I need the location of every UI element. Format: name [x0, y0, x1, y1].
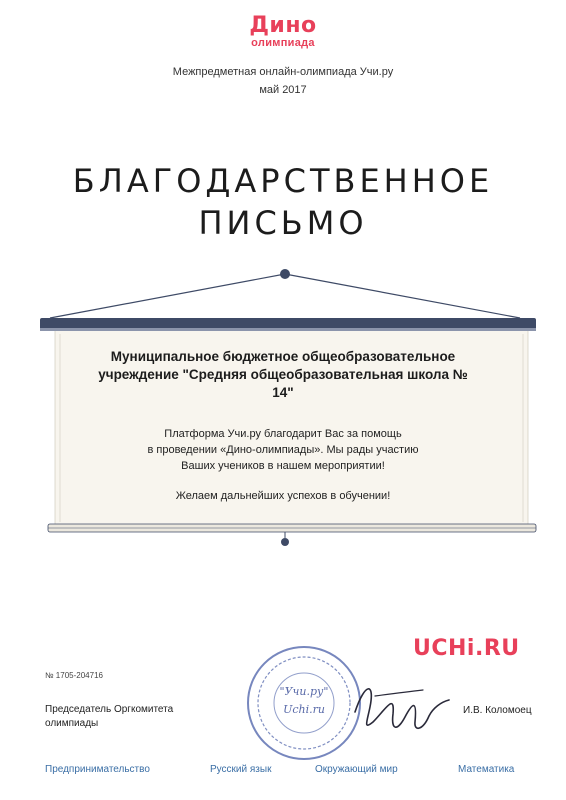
document-title [0, 160, 566, 244]
document-number: № 1705-204716 [45, 671, 103, 680]
thanks-message [60, 426, 506, 474]
event-header [0, 63, 566, 99]
message-line-3: Ваших учеников в нашем мероприятии! [181, 460, 385, 472]
wish-text: Желаем дальнейших успехов в обучении! [175, 490, 391, 502]
scroll-content [60, 348, 506, 504]
signer-name: И.В. Коломоец [463, 705, 532, 716]
recipient-line-3: 14" [272, 385, 294, 400]
footer-link-math[interactable]: Математика [458, 764, 515, 775]
dino-olympiad-logo [0, 14, 566, 49]
signer-position [45, 703, 225, 731]
footer-link-russian[interactable]: Русский язык [210, 764, 272, 775]
title-line-2: ПИСЬМО [198, 204, 368, 242]
title-line-1: БЛАГОДАРСТВЕННОЕ [72, 162, 494, 200]
footer-link-world[interactable]: Окружающий мир [315, 764, 398, 775]
logo-title: Дино [249, 13, 317, 38]
event-name: Межпредметная онлайн-олимпиада Учи.ру [172, 66, 394, 78]
top-pin-icon [280, 269, 290, 279]
message-line-1: Платформа Учи.ру благодарит Вас за помощь [164, 428, 402, 440]
bottom-pin-icon [281, 538, 289, 546]
message-line-2: в проведении «Дино-олимпиады». Мы рады участию [147, 444, 419, 456]
recipient-line-2: учреждение "Средняя общеобразовательная школа № [98, 367, 468, 382]
footer-link-entrepreneurship[interactable]: Предпринимательство [45, 764, 150, 775]
recipient-line-1: Муниципальное бюджетное общеобразовательное [110, 349, 456, 364]
handwritten-signature [345, 672, 455, 742]
uchi-ru-logo: UCHi.RU [413, 636, 520, 661]
recipient-name [60, 348, 506, 402]
position-line-2: олимпиады [45, 718, 99, 729]
stamp-text-2: Uchi.ru [283, 703, 325, 716]
logo-subtitle: олимпиада [251, 37, 315, 49]
event-date: май 2017 [259, 84, 307, 96]
stamp-text-1: "Учи.ру" [279, 685, 329, 698]
position-line-1: Председатель Оргкомитета [45, 704, 174, 715]
